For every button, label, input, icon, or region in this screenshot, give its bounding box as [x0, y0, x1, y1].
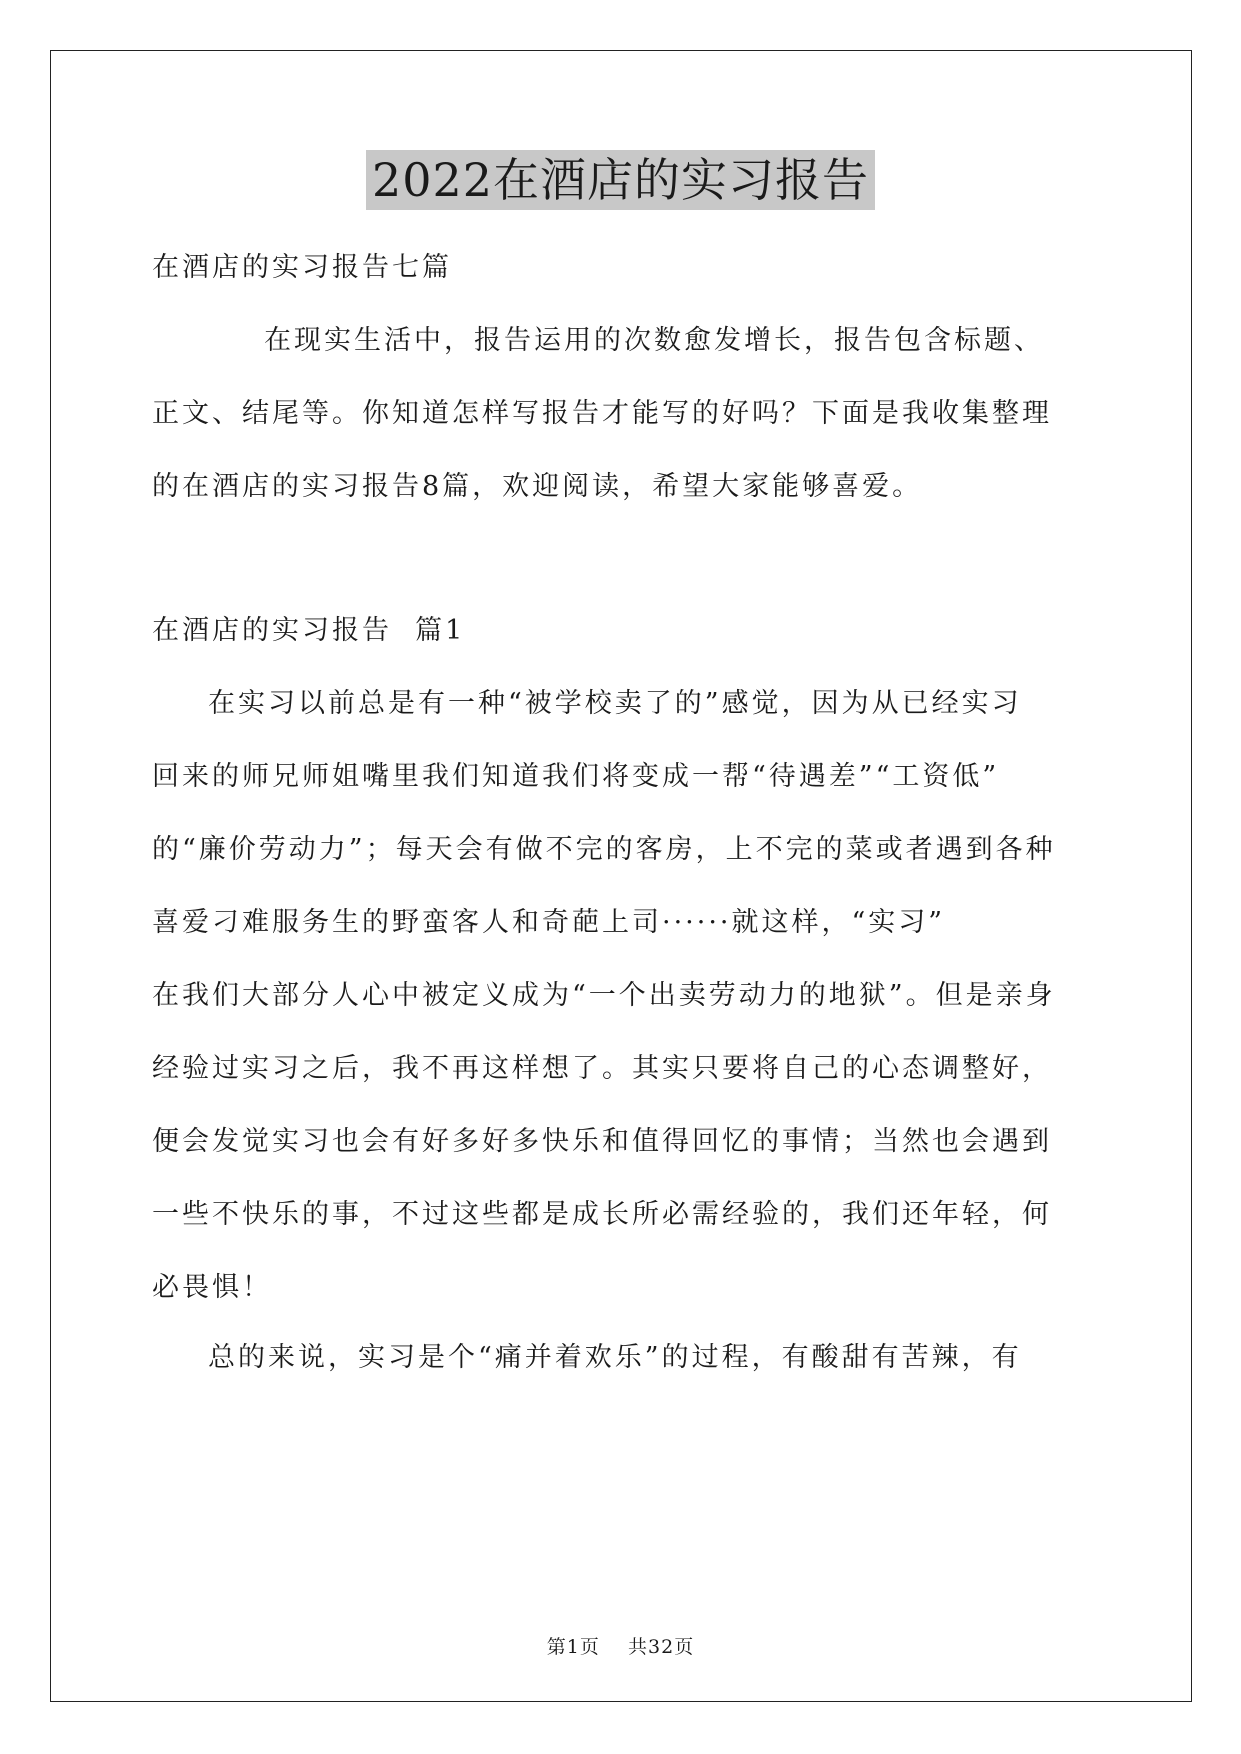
paragraph-line: 的“廉价劳动力”；每天会有做不完的客房，上不完的菜或者遇到各种	[152, 834, 1056, 865]
paragraph-line: 总的来说，实习是个“痛并着欢乐”的过程，有酸甜有苦辣，有	[208, 1342, 1022, 1373]
page-number: 第1页 共32页	[546, 1636, 695, 1658]
subtitle-text: 在酒店的实习报告七篇	[152, 252, 452, 283]
paragraph-line: 便会发觉实习也会有好多好多快乐和值得回忆的事情；当然也会遇到	[152, 1126, 1052, 1157]
paragraph-line: 回来的师兄师姐嘴里我们知道我们将变成一帮“待遇差”“工资低”	[152, 761, 1000, 792]
paragraph-line: 在实习以前总是有一种“被学校卖了的”感觉，因为从已经实习	[208, 688, 1022, 719]
intro-line: 正文、结尾等。你知道怎样写报告才能写的好吗？下面是我收集整理	[152, 398, 1052, 429]
section-heading-text: 在酒店的实习报告 篇1	[152, 615, 466, 646]
paragraph-line: 经验过实习之后，我不再这样想了。其实只要将自己的心态调整好，	[152, 1053, 1052, 1084]
paragraph-line: 喜爱刁难服务生的野蛮客人和奇葩上司······就这样，“实习”	[152, 907, 946, 938]
page-border	[50, 50, 1192, 1702]
paragraph-line: 在我们大部分人心中被定义成为“一个出卖劳动力的地狱”。但是亲身	[152, 980, 1056, 1011]
paragraph-line: 必畏惧！	[152, 1272, 272, 1303]
title-container	[0, 150, 1241, 210]
intro-line: 在现实生活中，报告运用的次数愈发增长，报告包含标题、	[264, 325, 1044, 356]
page-footer	[0, 1632, 1241, 1659]
document-title: 2022在酒店的实习报告	[366, 150, 875, 210]
paragraph-line: 一些不快乐的事，不过这些都是成长所必需经验的，我们还年轻，何	[152, 1199, 1052, 1230]
intro-line: 的在酒店的实习报告8篇，欢迎阅读，希望大家能够喜爱。	[152, 471, 923, 502]
